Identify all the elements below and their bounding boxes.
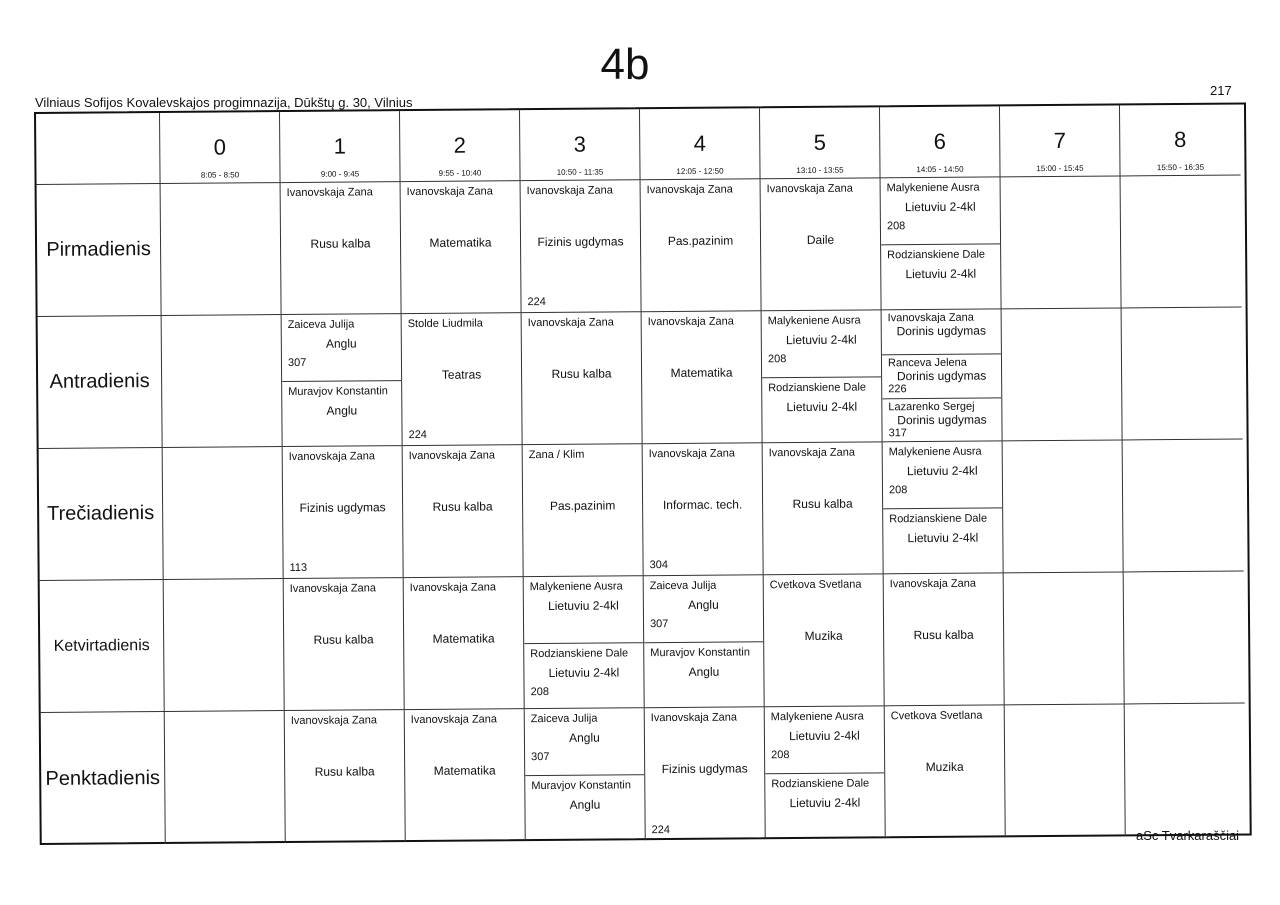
lesson-subject: Lietuviu 2-4kl — [785, 332, 857, 348]
lesson-group — [282, 314, 402, 381]
lesson-teacher: Lazarenko Sergej — [888, 400, 975, 414]
lesson-cell — [765, 706, 886, 839]
lesson-room: 307 — [649, 618, 669, 631]
lesson-room: 307 — [287, 356, 307, 370]
lesson-subject: Dorinis ugdymas — [896, 368, 987, 384]
lesson-group — [762, 310, 882, 377]
lesson-cell — [403, 445, 524, 578]
lesson-teacher: Muravjov Konstantin — [650, 646, 750, 660]
lesson-group — [524, 576, 644, 643]
period-number: 6 — [933, 128, 946, 154]
lesson-group — [644, 641, 764, 708]
lesson-teacher: Ivanovskaja Zana — [646, 183, 733, 197]
period-header — [1000, 105, 1121, 177]
lesson-group — [883, 507, 1003, 574]
lesson-subject: Rusu kalba — [913, 627, 974, 643]
lesson-subject: Lietuviu 2-4kl — [789, 795, 861, 811]
lesson-group — [882, 309, 1001, 354]
lesson-cell — [525, 708, 646, 841]
period-number: 0 — [213, 134, 227, 160]
lesson-teacher: Ivanovskaja Zana — [408, 449, 495, 463]
lesson-subject: Rusu kalba — [313, 632, 374, 647]
lesson — [403, 445, 523, 577]
lesson-group — [881, 177, 1001, 244]
lesson-cell — [521, 180, 642, 313]
lesson-teacher: Malykeniene Ausra — [529, 580, 623, 594]
lesson-subject: Teatras — [441, 367, 482, 382]
lesson-cell — [401, 181, 522, 314]
lesson-cell — [523, 444, 644, 577]
lesson-room: 304 — [649, 559, 668, 572]
lesson-teacher: Ivanovskaja Zana — [768, 446, 855, 460]
lesson-subject: Matematika — [432, 631, 495, 646]
lesson-cell — [283, 446, 404, 579]
empty-cell — [1125, 704, 1246, 837]
lesson-subject: Matematika — [429, 235, 492, 250]
period-time: 8:05 - 8:50 — [200, 170, 240, 180]
lesson-cell — [644, 575, 765, 708]
lesson-teacher: Ivanovskaja Zana — [406, 185, 493, 199]
period-header — [640, 108, 761, 180]
lesson — [761, 178, 881, 310]
lesson-room: 317 — [888, 427, 907, 440]
lesson — [281, 182, 401, 314]
lesson-room — [282, 417, 401, 424]
lesson-cell — [404, 577, 525, 710]
lesson-cell — [882, 309, 1003, 442]
empty-cell — [1123, 440, 1244, 573]
period-header — [880, 106, 1001, 178]
lesson-teacher: Ivanovskaja Zana — [766, 182, 853, 196]
lesson-room: 208 — [530, 685, 549, 699]
lesson-subject: Pas.pazinim — [549, 498, 616, 513]
lesson-teacher: Rodzianskiene Dale — [530, 647, 629, 661]
lesson-room: 226 — [888, 383, 907, 396]
lesson-teacher: Ivanovskaja Zana — [887, 311, 974, 325]
lesson — [285, 710, 405, 843]
lesson-teacher: Ivanovskaja Zana — [526, 184, 613, 198]
lesson-teacher: Ranceva Jelena — [887, 356, 967, 370]
lesson — [884, 573, 1004, 705]
lesson-room: 307 — [531, 750, 550, 764]
lesson-teacher: Zaiceva Julija — [649, 579, 717, 593]
lesson-teacher: Rodzianskiene Dale — [771, 777, 870, 791]
lesson-room — [762, 413, 881, 420]
empty-cell — [1124, 572, 1245, 705]
lesson-teacher: Cvetkova Svetlana — [890, 709, 983, 723]
lesson-group — [765, 706, 885, 773]
lesson — [523, 444, 643, 576]
period-header — [520, 109, 641, 181]
lesson-subject: Anglu — [569, 797, 601, 812]
period-header — [400, 110, 521, 182]
empty-cell — [1005, 704, 1126, 837]
period-number: 5 — [813, 129, 826, 155]
lesson — [764, 574, 884, 706]
empty-cell — [1004, 572, 1125, 705]
lesson-cell — [281, 182, 402, 315]
lesson-room — [644, 678, 763, 685]
corner-cell — [36, 113, 161, 185]
lesson-teacher: Malykeniene Ausra — [770, 710, 864, 724]
lesson-cell — [885, 705, 1006, 838]
lesson-room — [881, 280, 1000, 287]
lesson — [401, 181, 521, 313]
empty-cell — [164, 579, 285, 712]
lesson-group — [883, 441, 1003, 508]
lesson-group — [282, 380, 402, 447]
lesson-subject: Lietuviu 2-4kl — [547, 598, 619, 613]
lesson-teacher: Malykeniene Ausra — [767, 314, 861, 328]
empty-cell — [163, 447, 284, 580]
lesson-cell — [763, 442, 884, 575]
lesson-subject: Dorinis ugdymas — [896, 323, 986, 339]
lesson-teacher: Ivanovskaja Zana — [289, 582, 377, 596]
lesson-teacher: Rodzianskiene Dale — [768, 381, 867, 395]
lesson-cell — [285, 710, 406, 843]
lesson-cell — [405, 709, 526, 842]
lesson-subject: Anglu — [326, 403, 358, 418]
lesson-teacher: Ivanovskaja Zana — [647, 315, 734, 329]
lesson-subject: Rusu kalba — [314, 764, 375, 779]
lesson-subject: Rusu kalba — [310, 236, 371, 251]
lesson-cell — [642, 311, 763, 444]
lesson-group — [882, 353, 1001, 398]
lesson-subject: Anglu — [688, 664, 720, 679]
period-header — [760, 107, 881, 179]
lesson-group — [881, 243, 1001, 310]
day-label: Penktadienis — [41, 712, 166, 845]
lesson-subject: Lietuviu 2-4kl — [789, 728, 860, 744]
lesson-teacher: Ivanovskaja Zana — [527, 316, 614, 330]
lesson-cell — [883, 441, 1004, 574]
lesson-subject: Anglu — [687, 597, 719, 612]
lesson-teacher: Zaiceva Julija — [287, 318, 355, 332]
footer-brand: aSc Tvarkaraščiai — [1136, 828, 1240, 843]
lesson — [641, 179, 761, 311]
lesson-cell — [643, 443, 764, 576]
lesson-teacher: Muravjov Konstantin — [288, 385, 388, 399]
lesson-group — [524, 642, 644, 709]
lesson-teacher: Stolde Liudmila — [407, 317, 483, 331]
lesson — [521, 180, 641, 312]
lesson-subject: Fizinis ugdymas — [661, 761, 748, 777]
lesson-teacher: Muravjov Konstantin — [531, 779, 632, 793]
empty-cell — [162, 315, 283, 448]
period-number: 2 — [453, 132, 466, 158]
lesson-subject: Rusu kalba — [551, 366, 612, 381]
period-time: 9:00 - 9:45 — [320, 169, 360, 179]
period-number: 3 — [573, 131, 586, 157]
period-number: 7 — [1053, 127, 1066, 153]
lesson-group — [762, 376, 882, 443]
class-title: 4b — [600, 40, 650, 89]
lesson-subject: Matematika — [433, 763, 496, 778]
page-number: 217 — [1210, 83, 1232, 98]
lesson-cell — [884, 573, 1005, 706]
lesson-cell — [645, 707, 766, 840]
period-time: 15:00 - 15:45 — [1036, 163, 1084, 174]
lesson — [643, 443, 763, 575]
empty-cell — [161, 183, 282, 316]
period-time: 14:05 - 14:50 — [916, 164, 964, 175]
lesson-cell — [761, 178, 882, 311]
lesson-subject: Pas.pazinim — [667, 233, 734, 249]
lesson-subject: Fizinis ugdymas — [537, 234, 624, 250]
lesson-subject: Muzika — [804, 628, 843, 643]
lesson — [522, 312, 642, 444]
lesson-subject: Lietuviu 2-4kl — [906, 463, 978, 479]
lesson-teacher: Ivanovskaja Zana — [889, 577, 976, 591]
lesson-teacher: Ivanovskaja Zana — [288, 450, 375, 464]
lesson-subject: Lietuviu 2-4kl — [904, 199, 976, 215]
lesson — [402, 313, 522, 445]
period-header — [280, 111, 401, 183]
lesson-cell — [764, 574, 885, 707]
lesson-cell — [881, 177, 1002, 310]
lesson-room — [766, 809, 885, 816]
lesson-teacher: Malykeniene Ausra — [886, 181, 980, 195]
lesson-teacher: Ivanovskaja Zana — [286, 186, 373, 200]
lesson-subject: Dorinis ugdymas — [897, 412, 987, 428]
day-label: Antradienis — [38, 316, 163, 449]
lesson-room — [526, 811, 645, 818]
lesson-teacher: Ivanovskaja Zana — [650, 711, 738, 725]
lesson-cell — [641, 179, 762, 312]
day-label: Trečiadienis — [39, 448, 164, 581]
lesson-room: 208 — [888, 484, 908, 497]
timetable-grid — [34, 102, 1252, 844]
lesson — [405, 709, 525, 842]
lesson-room: 224 — [408, 428, 427, 442]
empty-cell — [1122, 308, 1243, 441]
lesson-group — [644, 575, 764, 642]
lesson-group — [525, 774, 645, 841]
lesson-teacher: Ivanovskaja Zana — [410, 713, 498, 727]
lesson — [885, 705, 1005, 838]
lesson-subject: Lietuviu 2-4kl — [548, 665, 620, 680]
lesson-teacher: Malykeniene Ausra — [888, 445, 982, 459]
day-label: Pirmadienis — [37, 184, 162, 317]
period-number: 1 — [333, 133, 347, 159]
lesson-subject: Matematika — [670, 365, 733, 381]
lesson-subject: Lietuviu 2-4kl — [907, 530, 979, 546]
lesson — [642, 311, 762, 443]
lesson — [645, 707, 765, 840]
lesson-cell — [284, 578, 405, 711]
lesson-teacher: Ivanovskaja Zana — [409, 581, 497, 595]
period-time: 13:10 - 13:55 — [796, 165, 844, 176]
period-number: 8 — [1174, 126, 1187, 153]
lesson-cell — [402, 313, 523, 446]
lesson-teacher: Rodzianskiene Dale — [887, 248, 986, 262]
lesson-room: 208 — [886, 220, 906, 233]
lesson-room — [524, 612, 643, 619]
lesson-subject: Anglu — [569, 730, 600, 745]
lesson-subject: Lietuviu 2-4kl — [786, 399, 858, 415]
empty-cell — [1002, 308, 1123, 441]
period-header — [1120, 105, 1241, 177]
lesson-teacher: Zaiceva Julija — [530, 712, 598, 726]
period-time: 12:05 - 12:50 — [676, 166, 724, 176]
lesson-cell — [522, 312, 643, 445]
school-name: Vilniaus Sofijos Kovalevskajos progimnazija, Dūkštų g. 30, Vilnius — [35, 95, 413, 110]
period-number: 4 — [693, 130, 706, 156]
lesson-subject: Rusu kalba — [432, 499, 493, 514]
lesson-teacher: Cvetkova Svetlana — [769, 578, 862, 592]
lesson-subject: Daile — [806, 232, 835, 247]
lesson-room — [883, 544, 1002, 551]
lesson-room: 224 — [527, 295, 546, 309]
lesson-group — [882, 397, 1001, 442]
lesson-subject: Anglu — [325, 336, 357, 351]
lesson-cell — [524, 576, 645, 709]
lesson-room: 208 — [771, 749, 790, 762]
period-header — [160, 112, 281, 184]
lesson-subject: Muzika — [925, 759, 964, 775]
empty-cell — [1121, 176, 1242, 309]
day-label: Ketvirtadienis — [40, 580, 165, 713]
lesson — [284, 578, 404, 710]
lesson-group — [765, 772, 885, 839]
empty-cell — [165, 711, 286, 844]
lesson-teacher: Ivanovskaja Zana — [648, 447, 735, 461]
lesson-teacher: Rodzianskiene Dale — [889, 512, 988, 526]
lesson-teacher: Zana / Klim — [528, 448, 585, 462]
period-time: 15:50 - 16:35 — [1156, 162, 1205, 173]
lesson-room: 113 — [289, 561, 308, 575]
lesson-room: 208 — [767, 353, 787, 366]
empty-cell — [1003, 440, 1124, 573]
lesson-cell — [762, 310, 883, 443]
lesson-cell — [282, 314, 403, 447]
lesson-group — [525, 708, 645, 775]
lesson-subject: Fizinis ugdymas — [299, 500, 386, 515]
lesson-subject: Lietuviu 2-4kl — [905, 266, 977, 282]
lesson-subject: Rusu kalba — [792, 496, 853, 512]
lesson-teacher: Ivanovskaja Zana — [290, 714, 378, 728]
lesson-room: 224 — [651, 824, 671, 837]
period-time: 9:55 - 10:40 — [438, 168, 482, 178]
lesson — [763, 442, 883, 574]
lesson — [404, 577, 524, 709]
lesson — [283, 446, 403, 578]
period-time: 10:50 - 11:35 — [556, 167, 604, 177]
lesson-subject: Informac. tech. — [662, 497, 743, 513]
empty-cell — [1001, 176, 1122, 309]
